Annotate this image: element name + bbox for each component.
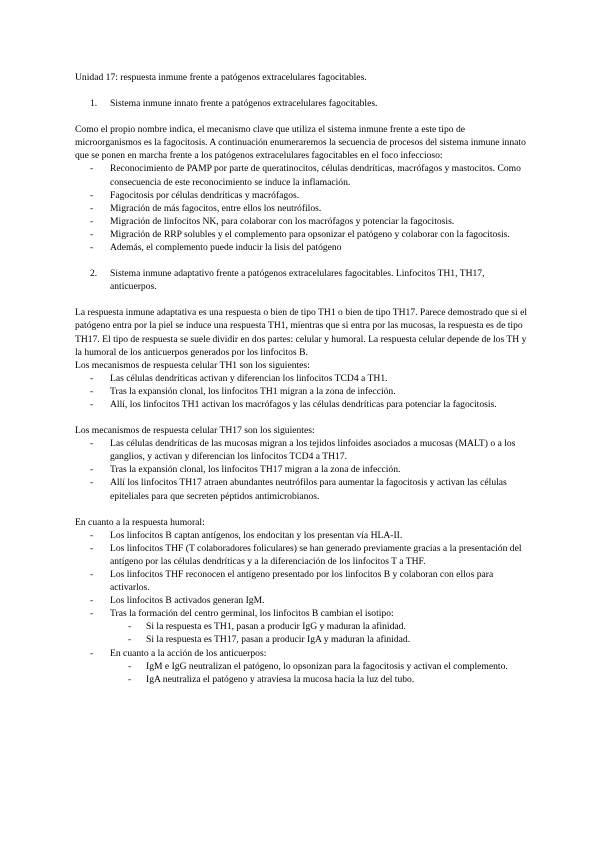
list-item: - Los linfocitos THF (T colaboradores foliculares) se han generado previamente gracias a la presentación del antígeno por las células dendríticas y a la diferenciación de los linfocitos T a THF. [90, 542, 522, 567]
unit-title: Unidad 17: respuesta inmune frente a patógenos extracelulares fagocitables. [75, 72, 367, 83]
sub-list-item: - Si la respuesta es TH1, pasan a producir IgG y maduran la afinidad. [128, 621, 406, 633]
document-body [75, 71, 530, 686]
list-item: - Tras la expansión clonal, los linfocitos TH17 migran a la zona de infección. [90, 464, 401, 476]
innate-intro-paragraph: Como el propio nombre indica, el mecanismo clave que utiliza el sistema inmune frente a este tipo de microorganismos es la fagocitosis. A continuación enumeraremos la secuencia de procesos del sistema inmune innato que se ponen en marcha frente a los patógenos extracelulares fagocitables en el foco infeccioso: [75, 124, 526, 162]
section-number: 2. [90, 268, 98, 280]
list-item: - Allí los linfocitos TH17 atraen abundantes neutrófilos para aumentar la fagocitosis y activan las células epiteliales para que secreten péptidos antimicrobianos. [90, 477, 507, 502]
list-item: - Tras la formación del centro germinal, los linfocitos B cambian el isotipo: [90, 608, 394, 620]
list-item: - Los linfocitos B captan antígenos, los endocitan y los presentan vía HLA-II. [90, 529, 403, 541]
section-1-heading [75, 97, 530, 110]
th1-intro: Los mecanismos de respuesta celular TH1 son los siguientes: [75, 359, 310, 371]
list-item: - En cuanto a la acción de los anticuerpos: [90, 647, 267, 659]
list-item: - Migración de linfocitos NK, para colaborar con los macrófagos y potenciar la fagocitosis. [90, 215, 455, 227]
list-item: - Migración de más fagocitos, entre ellos los neutrófilos. [90, 202, 322, 214]
section-number: 1. [90, 98, 98, 110]
list-item: - Reconocimiento de PAMP por parte de queratinocitos, células dendríticas, macrófagos y mastocitos. Como consecuencia de este reconocimiento se induce la inflamación. [90, 163, 521, 188]
list-item: - Los linfocitos THF reconocen el antígeno presentado por los linfocitos B y colaboran con ellos para activarlos. [90, 569, 494, 594]
list-item: - Allí, los linfocitos TH1 activan los macrófagos y las células dendríticas para potenciar la fagocitosis. [90, 398, 497, 410]
list-item: - Las células dendríticas activan y diferencian los linfocitos TCD4 a TH1. [90, 372, 388, 384]
section-title: Sistema inmune innato frente a patógenos extracelulares fagocitables. [110, 98, 378, 110]
th1-list [75, 372, 530, 411]
list-item: - Migración de RRP solubles y el complemento para opsonizar el patógeno y colaborar con la fagocitosis. [90, 228, 510, 240]
list-item: - Los linfocitos B activados generan IgM. [90, 595, 265, 607]
humoral-intro: En cuanto a la respuesta humoral: [75, 516, 205, 528]
adaptive-intro-paragraph: La respuesta inmune adaptativa es una respuesta o bien de tipo TH1 o bien de tipo TH17. Parece demostrado que si el patógeno entra por la piel se induce una respuesta TH1, mientras que si entra por las mucosas, la respuesta es de tipo TH17. El tipo de respuesta se suele dividir en dos partes: celular y humoral. La respuesta celular depende de los TH y la humoral de los anticuerpos generados por los linfocitos B. [75, 307, 528, 358]
list-item: - Fagocitosis por células dendríticas y macrófagos. [90, 189, 300, 201]
th17-intro: Los mecanismos de respuesta celular TH17 son los siguientes: [75, 425, 315, 437]
th17-list [75, 437, 530, 502]
innate-list [75, 162, 530, 254]
list-item: - Además, el complemento puede inducir la lisis del patógeno [90, 242, 342, 254]
sub-list-item: - IgA neutraliza el patógeno y atraviesa la mucosa hacia la luz del tubo. [128, 673, 415, 685]
section-title: Sistema inmune adaptativo frente a patógenos extracelulares fagocitables. Linfocitos TH1, TH17, anticuerpos. [110, 268, 485, 293]
list-item: - Tras la expansión clonal, los linfocitos TH1 migran a la zona de infección. [90, 385, 396, 397]
sub-list-item: - IgM e IgG neutralizan el patógeno, lo opsonizan para la fagocitosis y activan el complemento. [128, 660, 508, 672]
sub-list-item: - Si la respuesta es TH17, pasan a producir IgA y maduran la afinidad. [128, 634, 411, 646]
list-item: - Las células dendríticas de las mucosas migran a los tejidos linfoides asociados a mucosas (MALT) o a los ganglios, y activan y diferencian los linfocitos TCD4 a TH17. [90, 438, 516, 463]
humoral-list [75, 529, 530, 686]
section-2-heading [75, 267, 530, 293]
